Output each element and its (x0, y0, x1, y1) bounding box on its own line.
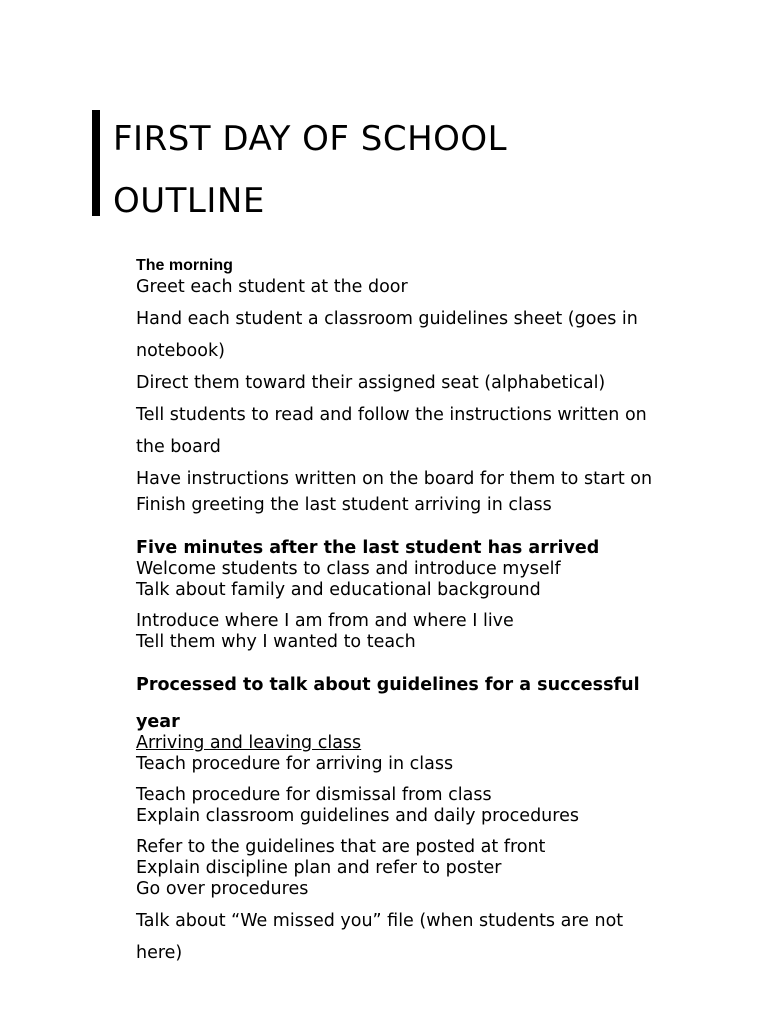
outline-item: Hand each student a classroom guidelines sheet (goes in (136, 309, 638, 329)
outline-item: Tell students to read and follow the instructions written on (136, 405, 647, 425)
outline-item: Direct them toward their assigned seat (alphabetical) (136, 373, 606, 393)
outline-item: Have instructions written on the board for them to start on (136, 469, 653, 489)
outline-item: notebook) (136, 341, 225, 361)
outline-item: Introduce where I am from and where I live (136, 611, 514, 631)
outline-content (136, 255, 696, 969)
outline-item: Teach procedure for dismissal from class (136, 785, 492, 805)
section-heading-five-minutes: Five minutes after the last student has arrived (136, 538, 600, 558)
section-heading-guidelines-line-2: year (136, 712, 180, 732)
section-heading-morning: The morning (136, 257, 233, 274)
outline-item: Go over procedures (136, 879, 309, 899)
outline-item: the board (136, 437, 221, 457)
title-line-2: OUTLINE (113, 181, 265, 221)
title-accent-bar (92, 110, 100, 216)
title-line-1: FIRST DAY OF SCHOOL (113, 119, 508, 159)
section-heading-guidelines (136, 669, 696, 733)
document-title (113, 108, 673, 232)
outline-item: Tell them why I wanted to teach (136, 632, 416, 652)
outline-item: Refer to the guidelines that are posted at front (136, 837, 546, 857)
subheading-arriving-leaving: Arriving and leaving class (136, 733, 362, 753)
outline-item: Explain discipline plan and refer to poster (136, 858, 502, 878)
outline-item: Teach procedure for arriving in class (136, 754, 454, 774)
outline-item: Finish greeting the last student arriving in class (136, 495, 552, 515)
outline-item: Explain classroom guidelines and daily procedures (136, 806, 579, 826)
outline-item: Greet each student at the door (136, 277, 408, 297)
outline-item: Talk about family and educational background (136, 580, 541, 600)
outline-item: Welcome students to class and introduce myself (136, 559, 561, 579)
outline-item: here) (136, 943, 183, 963)
outline-item: Talk about “We missed you” file (when students are not (136, 911, 624, 931)
section-heading-guidelines-line-1: Processed to talk about guidelines for a successful (136, 675, 640, 695)
